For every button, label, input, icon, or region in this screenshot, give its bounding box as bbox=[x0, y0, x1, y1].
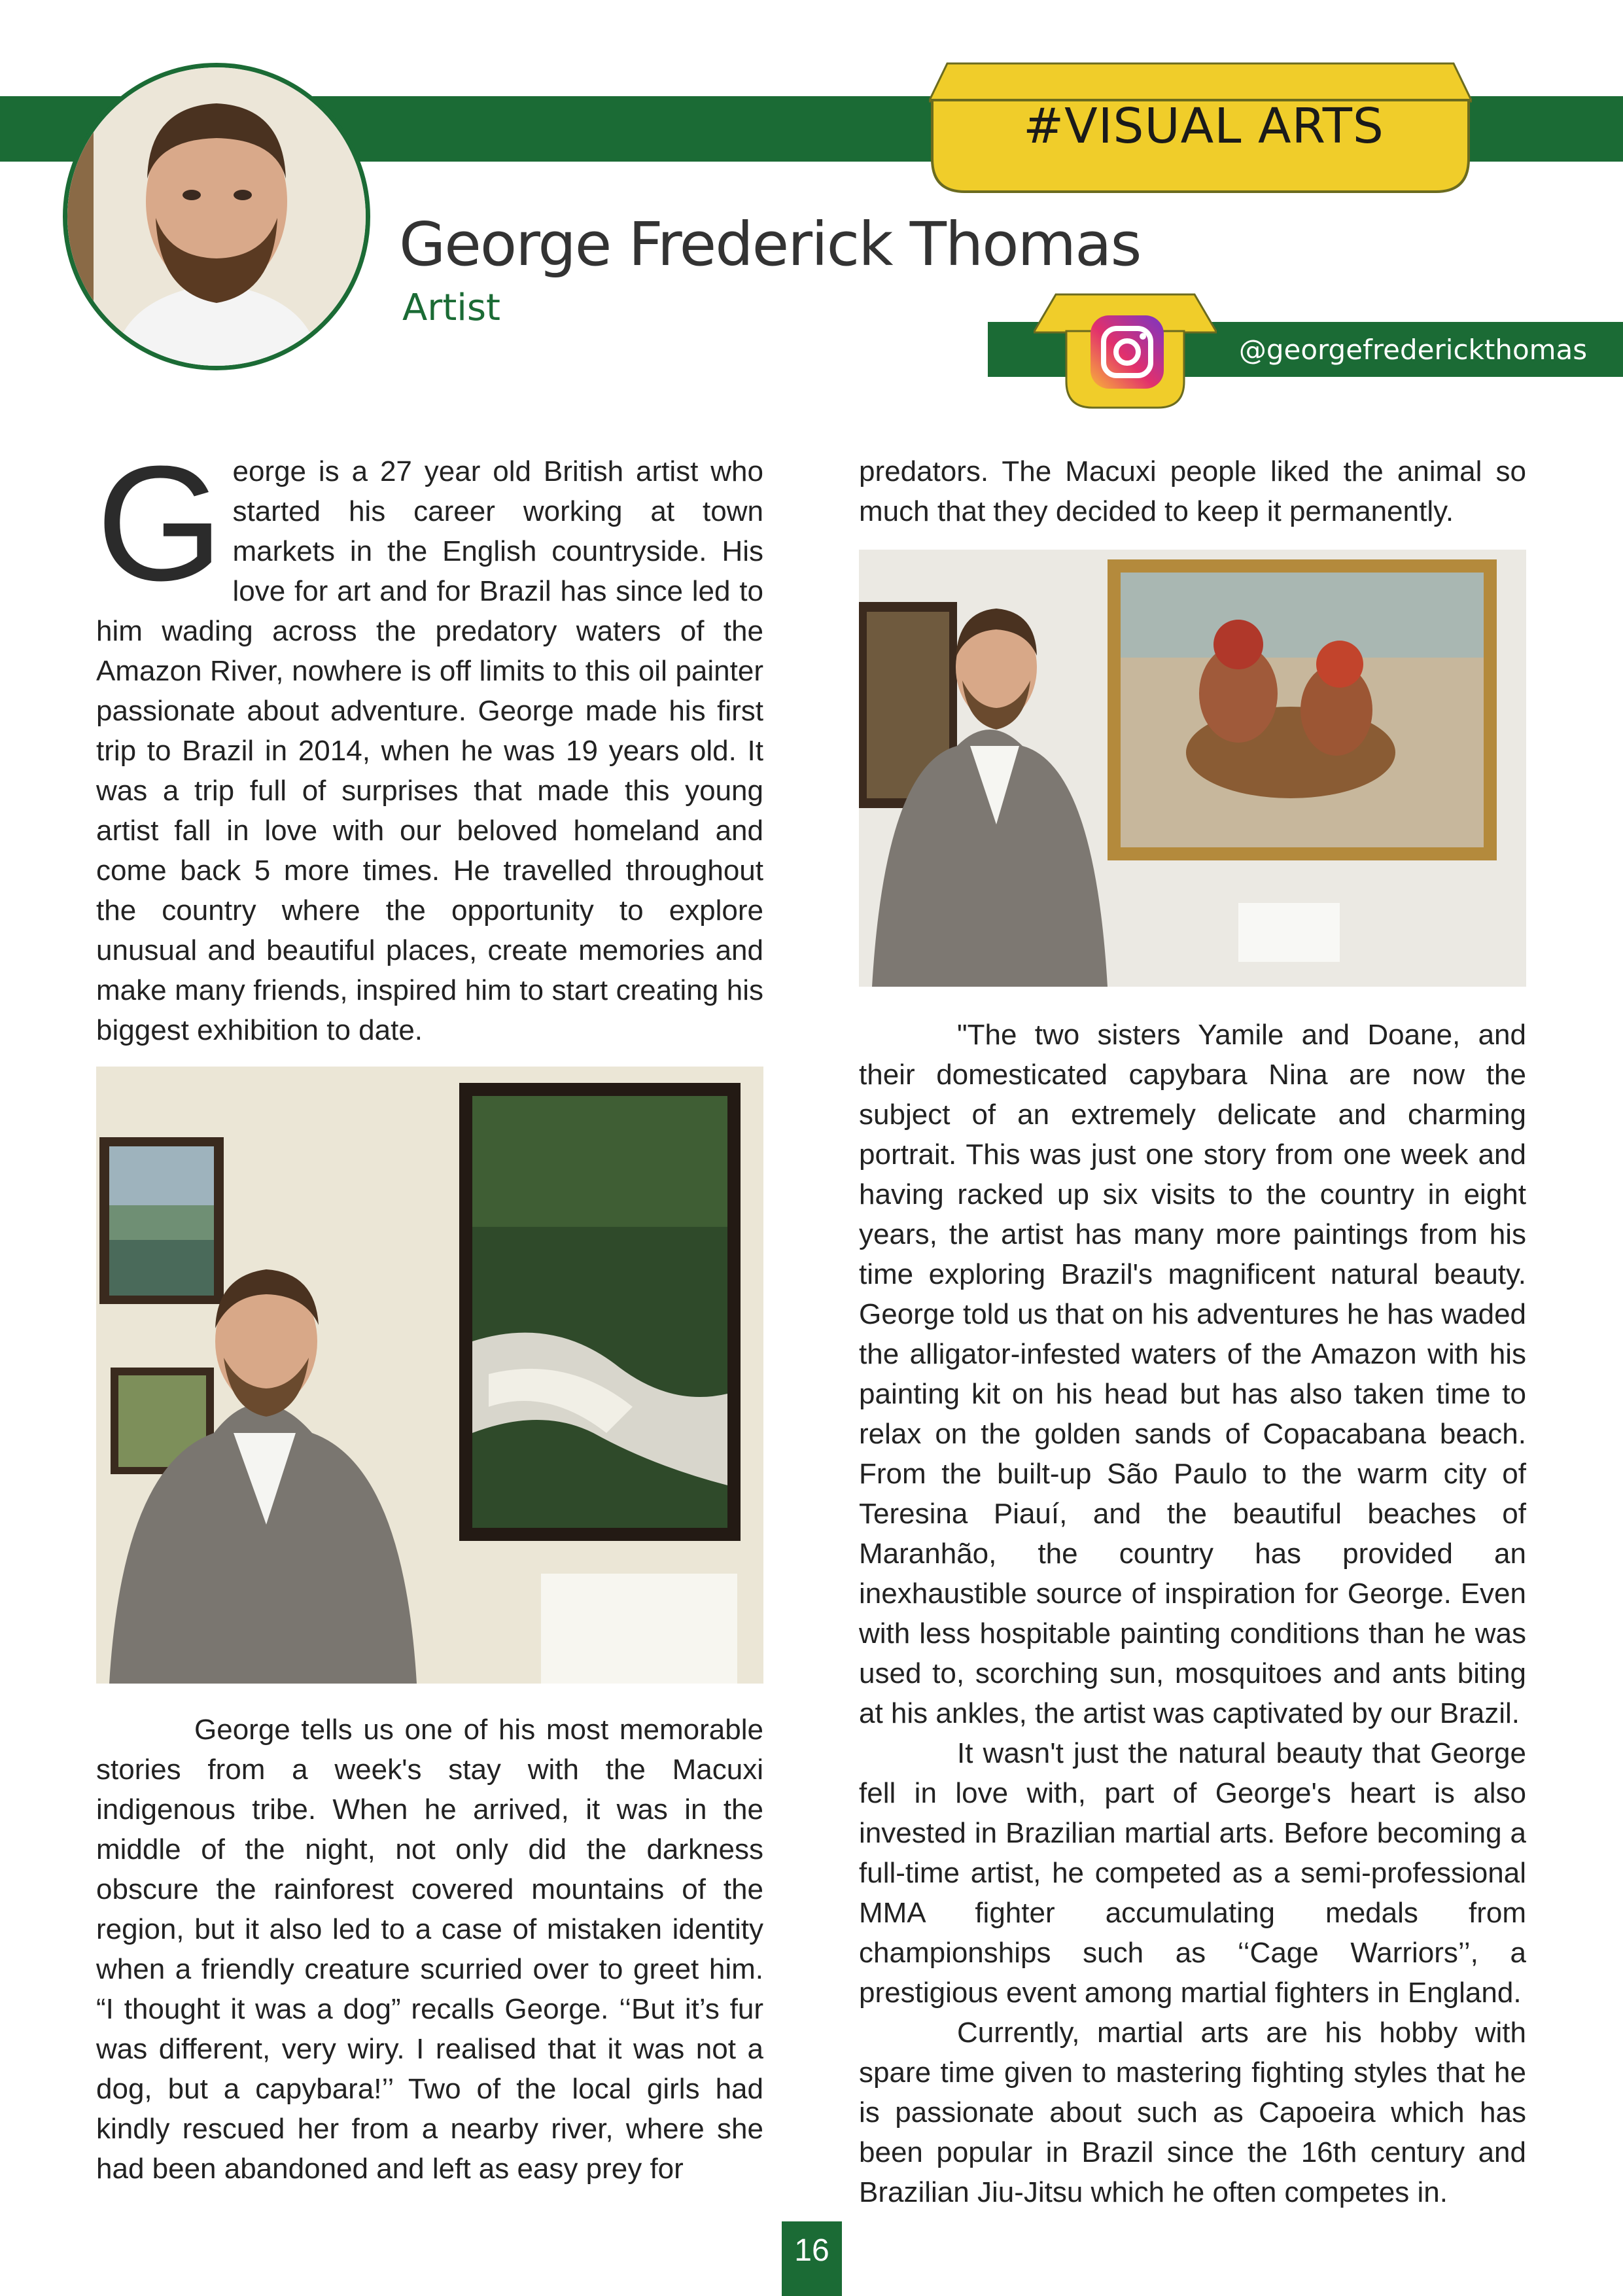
artist-name: George Frederick Thomas bbox=[399, 209, 1141, 279]
avatar bbox=[63, 63, 370, 370]
article-column-right-top bbox=[859, 451, 1526, 531]
paragraph-capybara-story: George tells us one of his most memorable stories from a week's stay with the Macuxi indigenous tribe. When he arrived, it was in the middle of the night, not only did the darkness obscure the rainforest covered mountains of the region, but it also led to a case of mistaken identity when a friendly creature scurried over to greet him. “I thought it was a dog” recalls George. ‘‘But it’s fur was different, very wiry. I realised that it was not a dog, but a capybara!’’ Two of the local girls had kindly rescued her from a nearby river, where she had been abandoned and left as easy prey for bbox=[96, 1714, 763, 2185]
article-intro bbox=[96, 432, 763, 1050]
photo-artist-exhibition bbox=[96, 1067, 763, 1684]
drop-cap: G bbox=[96, 432, 224, 614]
photo-artist-capybara-painting bbox=[859, 550, 1526, 987]
paragraph-continuation: predators. The Macuxi people liked the animal so much that they decided to keep it permanently. bbox=[859, 455, 1526, 527]
intro-paragraph: eorge is a 27 year old British artist who started his career working at town markets in the English countryside. His love for art and for Brazil has since led to him wading across the predatory waters of the Amazon River, nowhere is off limits to this oil painter passionate about adventure. George made his first trip to Brazil in 2014, when he was 19 years old. It was a trip full of surprises that made this young artist fall in love with our beloved homeland and come back 5 more times. He travelled throughout the country where the opportunity to explore unusual and beautiful places, create memories and make many friends, inspired him to start creating his biggest exhibition to date. bbox=[96, 455, 763, 1046]
instagram-icon[interactable] bbox=[1088, 313, 1166, 391]
paragraph-martial-arts: It wasn't just the natural beauty that George fell in love with, part of George's heart is also invested in Brazilian martial arts. Before becoming a full-time artist, he competed as a semi-professional MMA fighter accumulating medals from championships such as ‘‘Cage Warriors’’, a prestigious event among martial fighters in England. bbox=[859, 1737, 1526, 2009]
article-column-right-bottom bbox=[859, 1015, 1526, 2212]
article-column-left-bottom bbox=[96, 1710, 763, 2189]
instagram-handle[interactable]: @georgefrederickthomas bbox=[1238, 334, 1588, 366]
page-number: 16 bbox=[782, 2221, 842, 2296]
artist-role: Artist bbox=[402, 287, 500, 329]
paragraph-hobby: Currently, martial arts are his hobby with spare time given to mastering fighting styles that he is passionate about such as Capoeira which has been popular in Brazil since the 16th century and Brazilian Jiu-Jitsu which he often competes in. bbox=[859, 2017, 1526, 2208]
section-tag: #VISUAL ARTS bbox=[1023, 98, 1384, 154]
paragraph-portrait: "The two sisters Yamile and Doane, and their domesticated capybara Nina are now the subject of an extremely delicate and charming portrait. This was just one story from one week and having racked up six visits to the country in eight years, the artist has many more paintings from his time exploring Brazil's magnificent natural beauty. George told us that on his adventures he has waded the alligator-infested waters of the Amazon with his painting kit on his head but has also taken time to relax on the golden sands of Copacabana beach. From the built-up São Paulo to the warm city of Teresina Piauí, and the beautiful beaches of Maranhão, the country has provided an inexhaustible source of inspiration for George. Even with less hospitable painting conditions than he was used to, scorching sun, mosquitoes and ants biting at his ankles, the artist was captivated by our Brazil. bbox=[859, 1019, 1527, 1729]
